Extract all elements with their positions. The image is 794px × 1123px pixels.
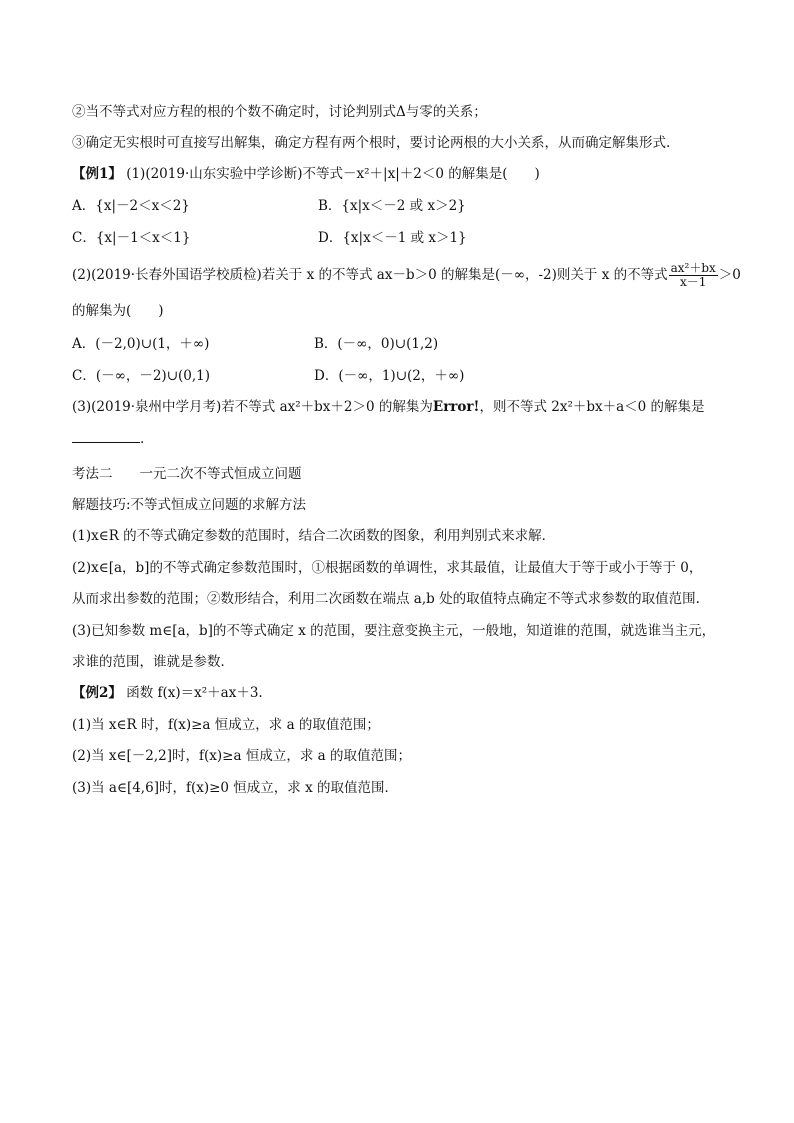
q1-option-d: D．{x|x＜－1 或 x＞1} (318, 230, 467, 246)
example-1-q1-text: (1)(2019·山东实验中学诊断)不等式－x²＋|x|＋2＜0 的解集是( ) (121, 166, 540, 182)
example-2-stem-text: 函数 f(x)＝x²＋ax＋3. (121, 685, 263, 701)
q2-option-c: C．(－∞，－2)∪(0,1) (72, 368, 211, 384)
tip-heading: 解题技巧:不等式恒成立问题的求解方法 (72, 497, 307, 513)
q1-option-c: C．{x|－1＜x＜1} (72, 230, 191, 246)
example-2-part-1: (1)当 x∈R 时，f(x)≥a 恒成立，求 a 的取值范围； (72, 717, 380, 733)
q2-text-post: ＞0 (718, 267, 741, 283)
q2-fraction-numerator: ax²＋bx (670, 261, 716, 275)
method-step-2: ②当不等式对应方程的根的个数不确定时，讨论判别式Δ与零的关系； (72, 104, 487, 120)
q2-fraction (669, 262, 718, 289)
example-2-part-3: (3)当 a∈[4,6]时，f(x)≥0 恒成立，求 x 的取值范围． (72, 780, 398, 796)
q2-text-pre: (2)(2019·长春外国语学校质检)若关于 x 的不等式 ax－b＞0 的解集是(－∞，-2)则关于 x 的不等式 (72, 267, 668, 283)
q2-fraction-denominator: x－1 (680, 275, 707, 289)
tip-item-3-line-2: 求谁的范围，谁就是参数． (72, 654, 234, 670)
example-2-stem (72, 683, 734, 703)
section-heading: 考法二 一元二次不等式恒成立问题 (72, 466, 302, 482)
example-1-question-1 (72, 164, 734, 184)
q3-text-post: ，则不等式 2x²＋bx＋a＜0 的解集是 (479, 399, 705, 415)
example-2-tag: 【例2】 (72, 685, 122, 701)
q1-option-a: A．{x|－2＜x＜2} (72, 198, 190, 214)
q2-option-b: B．(－∞，0)∪(1,2) (314, 336, 439, 352)
tip-item-3-line-1: (3)已知参数 m∈[a，b]的不等式确定 x 的范围，要注意变换主元，一般地，知道谁的范围，就选谁当主元， (72, 623, 716, 639)
q3-answer-blank (72, 430, 140, 443)
q1-option-b: B．{x|x＜－2 或 x＞2} (318, 198, 466, 214)
tip-item-2-line-2: 从而求出参数的范围；②数形结合，利用二次函数在端点 a,b 处的取值特点确定不等式求参数的取值范围. (72, 591, 700, 607)
q2-option-a: A．(－2,0)∪(1，＋∞) (72, 336, 210, 352)
example-2-part-2: (2)当 x∈[－2,2]时，f(x)≥a 恒成立，求 a 的取值范围； (72, 748, 411, 764)
method-step-3: ③确定无实根时可直接写出解集，确定方程有两个根时，要讨论两根的大小关系，从而确定解集形式. (72, 135, 671, 151)
q3-end-period: . (140, 431, 145, 447)
example-1-question-2 (72, 261, 741, 289)
q2-option-d: D．(－∞，1)∪(2，＋∞) (314, 368, 465, 384)
q2-continuation: 的解集为( ) (72, 303, 164, 319)
tip-item-1: (1)x∈R 的不等式确定参数的范围时，结合二次函数的图象，利用判别式来求解． (72, 528, 556, 544)
q3-error-text: Error! (432, 399, 480, 415)
q3-answer-line (72, 429, 734, 449)
example-1-question-3 (72, 397, 734, 417)
example-1-tag: 【例1】 (72, 166, 122, 182)
q3-text-pre: (3)(2019·泉州中学月考)若不等式 ax²＋bx＋2＞0 的解集为 (72, 399, 433, 415)
tip-item-2-line-1: (2)x∈[a，b]的不等式确定参数范围时，①根据函数的单调性，求其最值，让最值大于等于或小于等于 0， (72, 560, 703, 576)
